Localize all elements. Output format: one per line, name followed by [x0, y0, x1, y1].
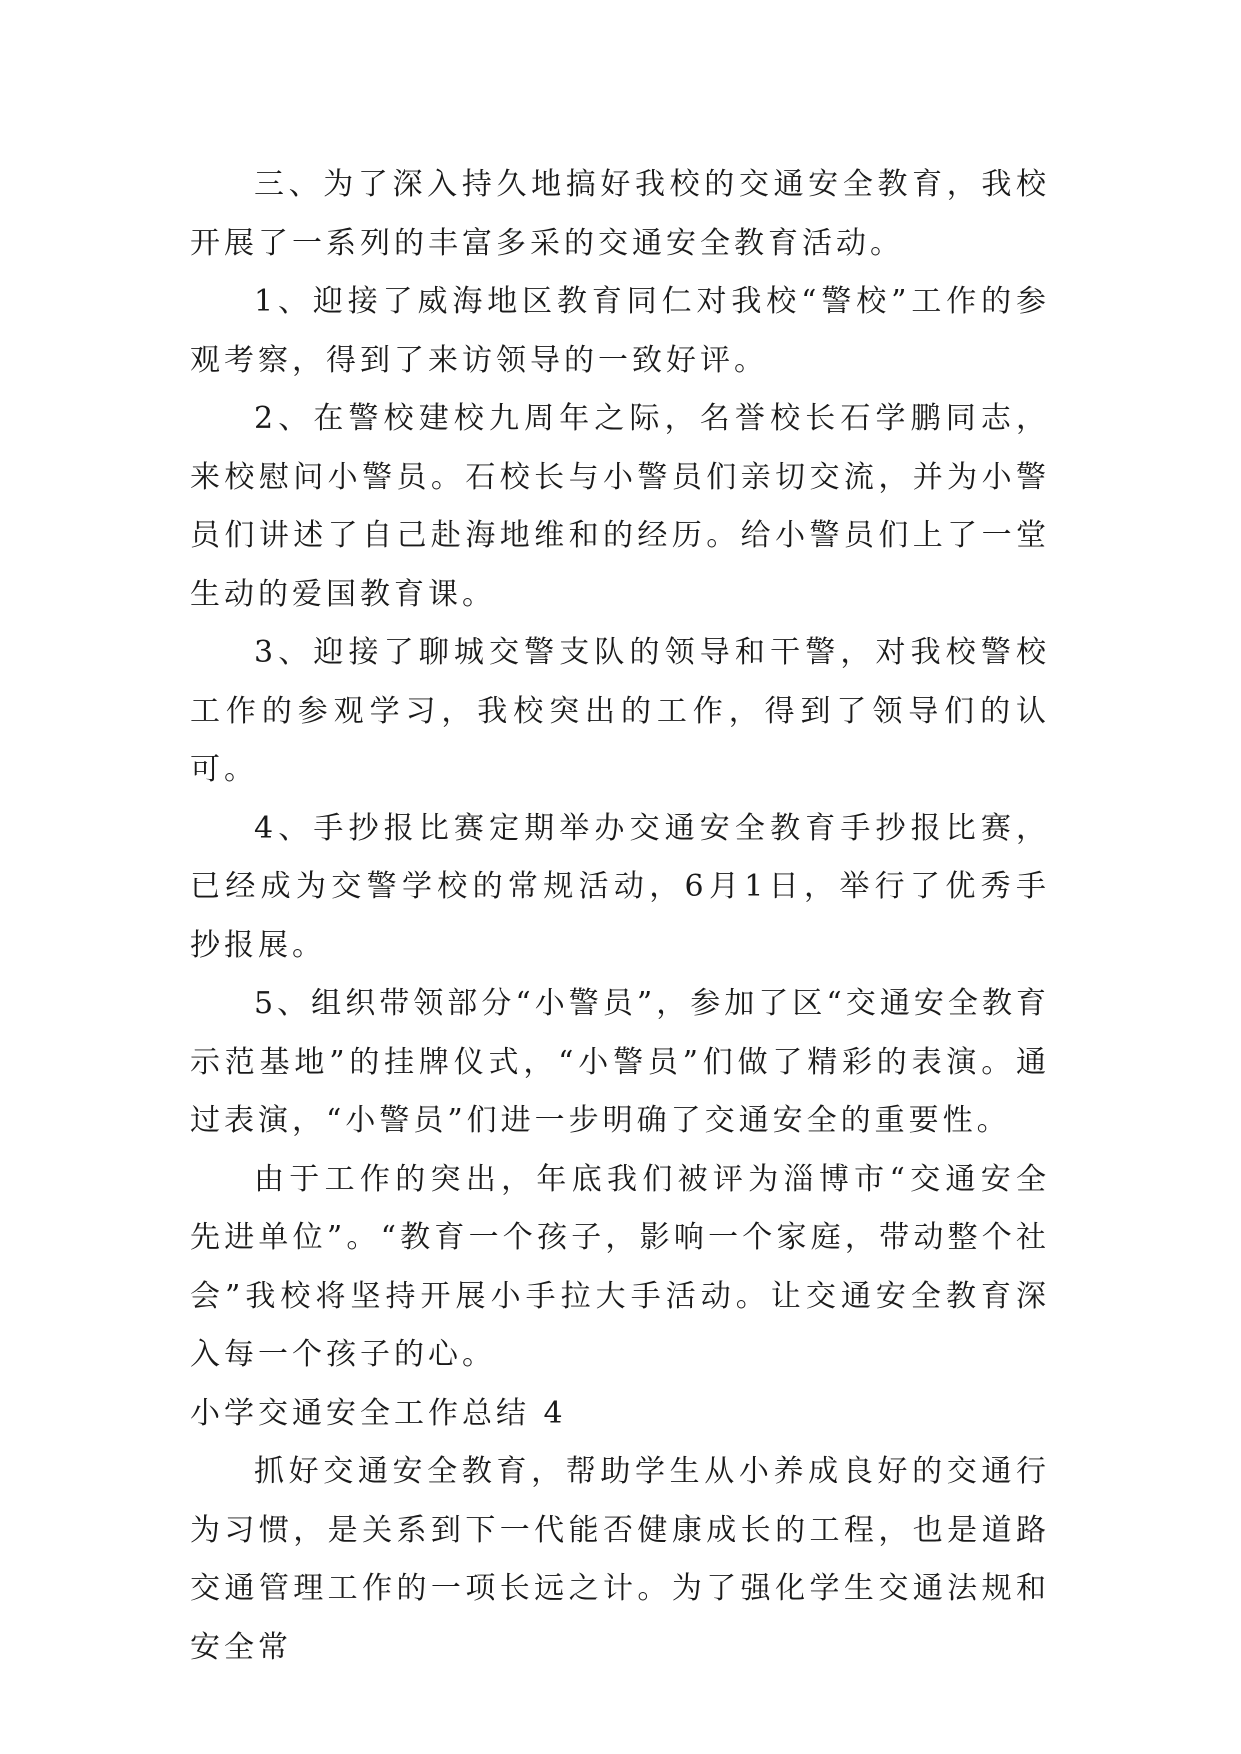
paragraph-section-4-intro: 抓好交通安全教育，帮助学生从小养成良好的交通行为习惯，是关系到下一代能否健康成长的工程，也是道路交通管理工作的一项长远之计。为了强化学生交通法规和安全常 — [190, 1454, 1050, 1665]
paragraph-item-1: 1、迎接了威海地区教育同仁对我校“警校”工作的参观考察，得到了来访领导的一致好评。 — [190, 284, 1050, 378]
paragraph-intro: 三、为了深入持久地搞好我校的交通安全教育，我校开展了一系列的丰富多采的交通安全教育活动。 — [190, 167, 1050, 261]
paragraph-item-4: 4、手抄报比赛定期举办交通安全教育手抄报比赛，已经成为交警学校的常规活动，6月1日，举行了优秀手抄报展。 — [190, 810, 1050, 963]
document-body — [190, 156, 1050, 1677]
paragraph-item-5: 5、组织带领部分“小警员”，参加了区“交通安全教育示范基地”的挂牌仪式，“小警员”们做了精彩的表演。通过表演，“小警员”们进一步明确了交通安全的重要性。 — [190, 986, 1050, 1138]
paragraph-item-3: 3、迎接了聊城交警支队的领导和干警，对我校警校工作的参观学习，我校突出的工作，得到了领导们的认可。 — [190, 635, 1050, 787]
section-heading: 小学交通安全工作总结 4 — [190, 1395, 567, 1431]
paragraph-conclusion: 由于工作的突出，年底我们被评为淄博市“交通安全先进单位”。“教育一个孩子，影响一个家庭，带动整个社会”我校将坚持开展小手拉大手活动。让交通安全教育深入每一个孩子的心。 — [190, 1161, 1050, 1372]
paragraph-item-2: 2、在警校建校九周年之际，名誉校长石学鹏同志，来校慰问小警员。石校长与小警员们亲切交流，并为小警员们讲述了自己赴海地维和的经历。给小警员们上了一堂生动的爱国教育课。 — [190, 401, 1050, 612]
